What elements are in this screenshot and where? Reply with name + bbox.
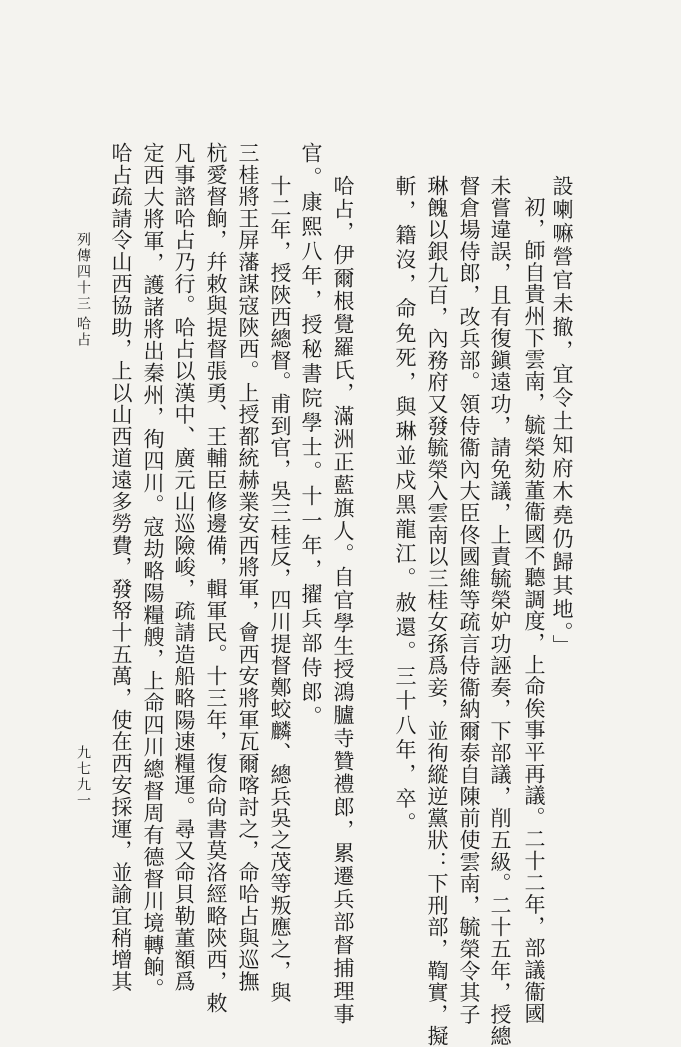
text-column-10: 三桂將王屏藩謀寇陝西。上授都統赫業安西將軍，會西安將軍瓦爾喀討之，命哈占與巡撫 [236,142,260,993]
page-number: 九七九一 [75,745,91,809]
text-column-12: 凡事諮哈占乃行。哈占以漢中、廣元山巡險峻，疏請造船略陽速糧運。尋又命貝勒董額爲 [172,142,196,993]
text-column-3: 未嘗違誤，且有復鎭遠功，請免議，上責毓榮妒功誣奏，下部議，削五級。二十五年，授總 [488,175,512,1047]
text-column-11: 杭愛督餉，幷敕與提督張勇、王輔臣修邊備，輯軍民。十三年，復命尙書莫洛經略陝西，敕 [204,142,228,1014]
text-column-2: 初，師自貴州下雲南，毓榮劾董衞國不聽調度，上命俟事平再議。二十二年，部議衞國 [522,196,546,1025]
text-column-4: 督倉場侍郎，改兵部。領侍衞內大臣佟國維等疏言侍衞納爾泰自陳前使雲南，毓榮令其子 [457,175,481,1026]
margin-volume-title: 列傳四十三 [75,232,91,312]
margin-biography-name: 哈占 [75,316,91,348]
text-column-7: 哈占，伊爾根覺羅氏，滿洲正藍旗人。自官學生授鴻臚寺贊禮郎，累遷兵部督捕理事 [331,175,355,1026]
text-column-1: 設喇嘛營官未撤，宜令土知府木堯仍歸其地。」 [550,175,574,658]
text-column-13: 定西大將軍，護諸將出秦州，徇四川。寇劫略陽糧艘，上命四川總督周有德督川境轉餉。 [141,142,165,1000]
text-column-8: 官。康熙八年，授秘書院學士。十一年，擢兵部侍郎。 [299,142,323,730]
text-column-6: 斬，籍沒，命免死，與琳並戍黑龍江。赦還。三十八年，卒。 [393,175,417,837]
text-column-14: 哈占疏請令山西協助，上以山西道遠多勞費，發帑十五萬，使在西安採運，並諭宜稍增其 [109,142,133,993]
text-column-9: 十二年，授陝西總督。甫到官，吳三桂反，四川提督鄭蛟麟、總兵吳之茂等叛應之，與 [268,175,292,1004]
text-column-5: 琳餽以銀九百，內務府又發毓榮入雲南以三桂女孫爲妾，並徇縱逆黨狀：下刑部，鞫實，擬 [425,175,449,1047]
